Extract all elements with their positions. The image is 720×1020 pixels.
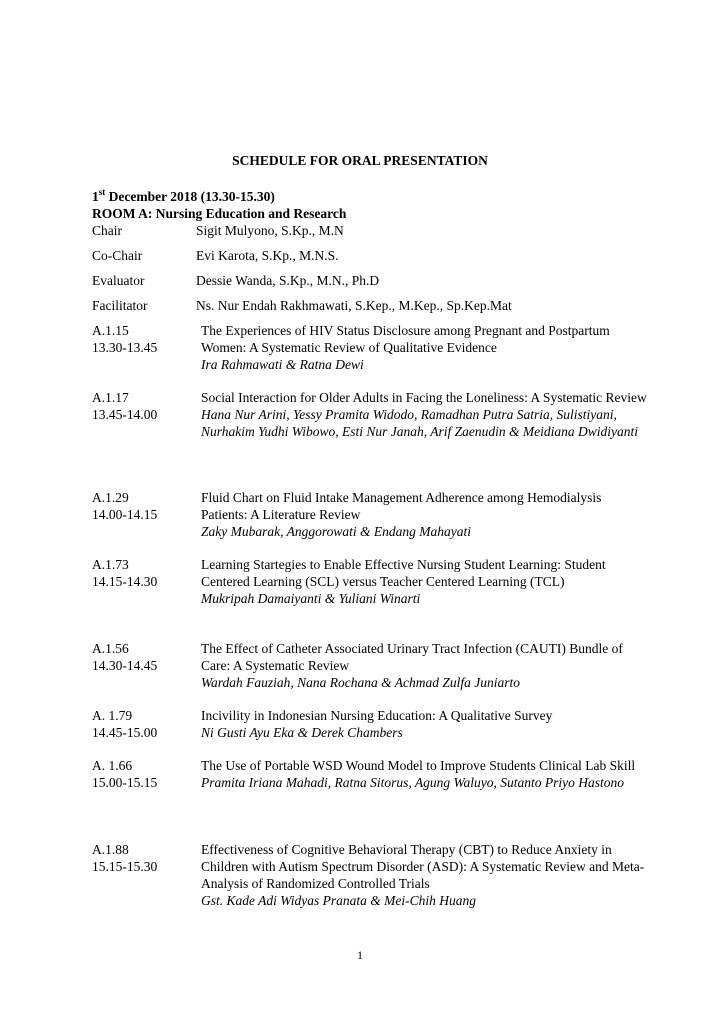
entry-authors: Zaky Mubarak, Anggorowati & Endang Mahayati [201,524,471,539]
role-value: Ns. Nur Endah Rakhmawati, S.Kep., M.Kep., Sp.Kep.Mat [196,298,512,313]
entry-title: The Use of Portable WSD Wound Model to Improve Students Clinical Lab Skill [201,758,636,773]
session-date-rest: December 2018 (13.30-15.30) [105,189,275,204]
entry-code: A.1.29 [92,490,129,505]
entry-title: Social Interaction for Older Adults in Facing the Loneliness: A Systematic Review [201,390,647,405]
entry-code: A.1.88 [92,842,129,857]
page-title: SCHEDULE FOR ORAL PRESENTATION [232,153,488,168]
entry-code: A.1.56 [92,641,129,656]
page-number: 1 [357,948,363,962]
role-label: Co-Chair [92,248,143,263]
role-label: Facilitator [92,298,148,313]
entry-time: 14.15-14.30 [92,574,158,589]
session-date [92,189,275,205]
role-label: Chair [92,223,122,238]
role-label: Evaluator [92,273,145,288]
entry-title: Fluid Chart on Fluid Intake Management Adherence among Hemodialysis Patients: A Literature Review [201,490,602,522]
entry-time: 13.30-13.45 [92,340,158,355]
entry-authors: Mukripah Damaiyanti & Yuliani Winarti [201,591,421,606]
entry-authors: Pramita Iriana Mahadi, Ratna Sitorus, Agung Waluyo, Sutanto Priyo Hastono [201,775,625,790]
entry-time: 15.00-15.15 [92,775,158,790]
entry-title: Incivility in Indonesian Nursing Education: A Qualitative Survey [201,708,553,723]
entry-title: The Experiences of HIV Status Disclosure among Pregnant and Postpartum Women: A Systematic Review of Qualitative Evidence [201,323,610,355]
session-room: ROOM A: Nursing Education and Research [92,206,347,221]
entry-authors: Gst. Kade Adi Widyas Pranata & Mei-Chih Huang [201,893,476,908]
entry-time: 13.45-14.00 [92,407,158,422]
entry-time: 15.15-15.30 [92,859,158,874]
entry-code: A.1.17 [92,390,129,405]
entry-time: 14.30-14.45 [92,658,158,673]
entry-time: 14.45-15.00 [92,725,158,740]
role-value: Dessie Wanda, S.Kp., M.N., Ph.D [196,273,380,288]
entry-authors: Hana Nur Arini, Yessy Pramita Widodo, Ramadhan Putra Satria, Sulistiyani, Nurhakim Yudhi Wibowo, Esti Nur Janah, Arif Zaenudin & Meidiana Dwidiyanti [201,407,639,439]
entry-code: A. 1.79 [92,708,133,723]
entry-time: 14.00-14.15 [92,507,158,522]
entry-code: A.1.15 [92,323,129,338]
entry-code: A. 1.66 [92,758,133,773]
entry-authors: Ira Rahmawati & Ratna Dewi [201,357,364,372]
entry-authors: Ni Gusti Ayu Eka & Derek Chambers [201,725,403,740]
entry-code: A.1.73 [92,557,129,572]
entry-authors: Wardah Fauziah, Nana Rochana & Achmad Zulfa Juniarto [201,675,521,690]
role-value: Sigit Mulyono, S.Kp., M.N [196,223,344,238]
role-value: Evi Karota, S.Kp., M.N.S. [196,248,339,263]
session-day: 1 [92,189,99,204]
entry-title: Learning Startegies to Enable Effective Nursing Student Learning: Student Centered Learning (SCL) versus Teacher Centered Learning (TCL) [201,557,606,589]
entry-title: Effectiveness of Cognitive Behavioral Therapy (CBT) to Reduce Anxiety in Children with Autism Spectrum Disorder (ASD): A Systematic Review and Meta-Analysis of Randomized Controlled Trials [201,842,645,891]
entry-title: The Effect of Catheter Associated Urinary Tract Infection (CAUTI) Bundle of Care: A Systematic Review [201,641,623,673]
session-day-suffix: st [98,187,106,197]
